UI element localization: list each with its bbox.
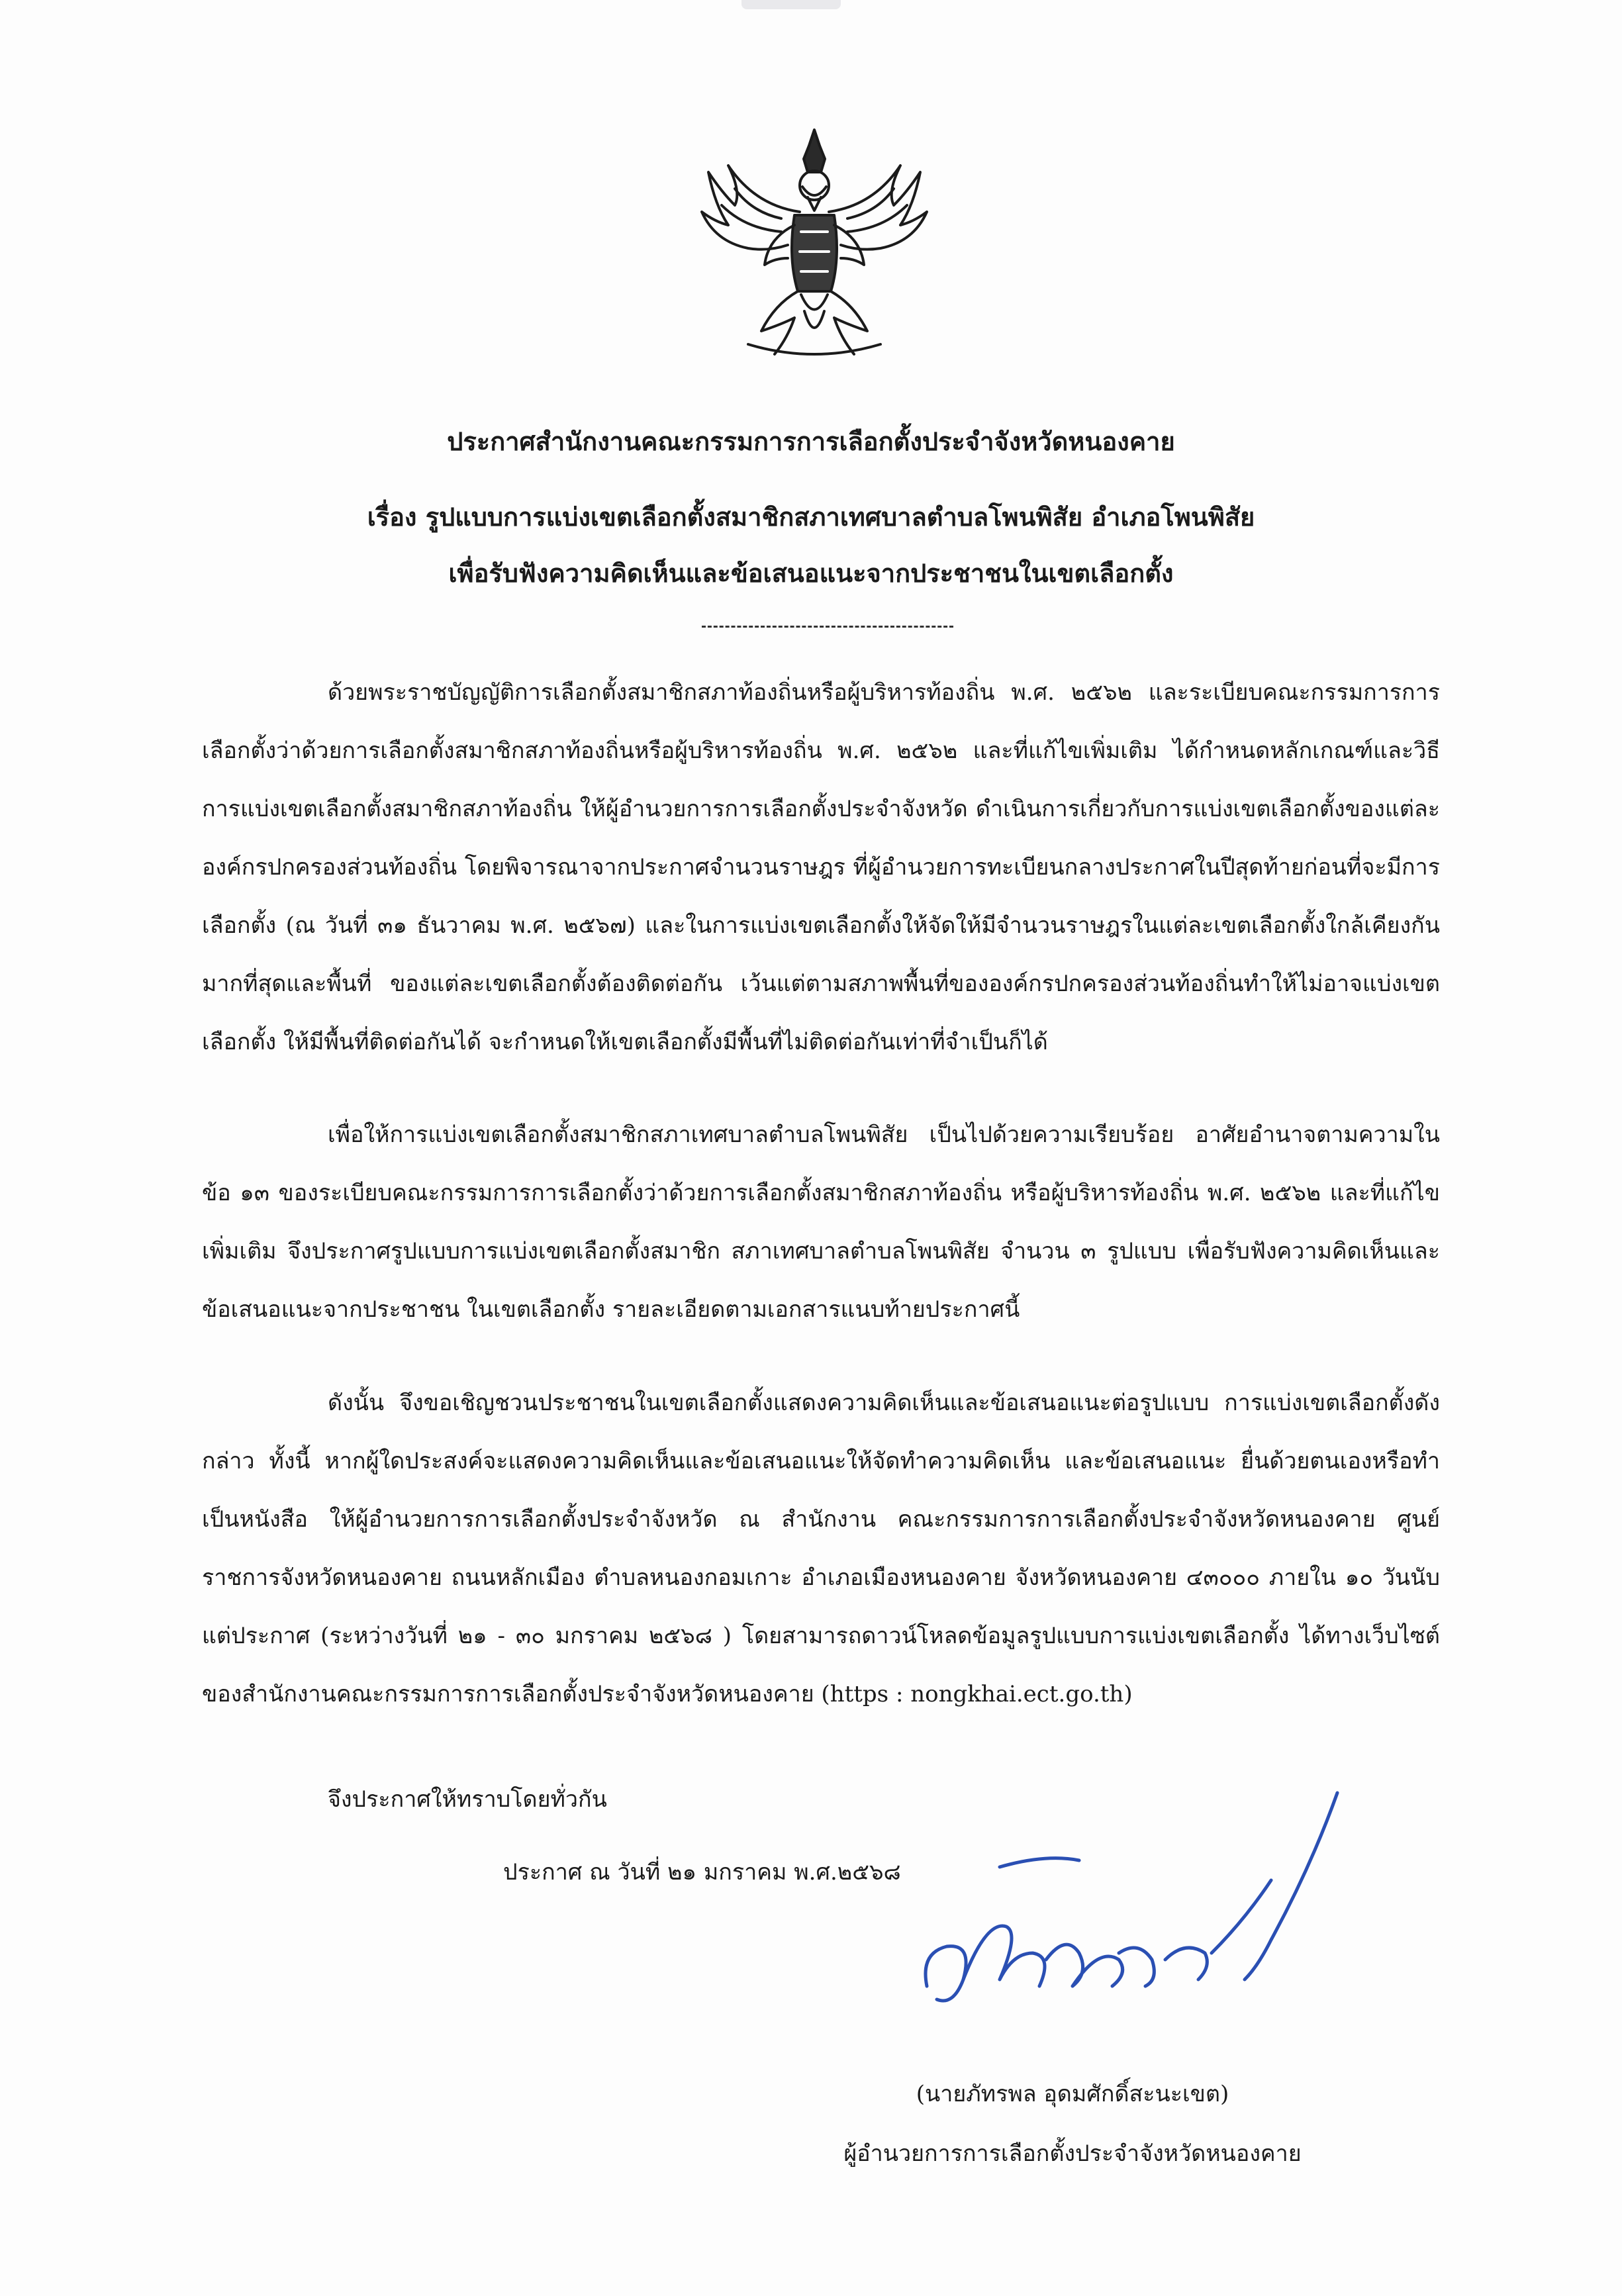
closing-statement: จึงประกาศให้ทราบโดยทั่วกัน bbox=[328, 1786, 607, 1813]
signatory-position: ผู้อำนวยการการเลือกตั้งประจำจังหวัดหนองคาย bbox=[843, 2140, 1302, 2167]
body-paragraph-1: ด้วยพระราชบัญญัติการเลือกตั้งสมาชิกสภาท้องถิ่นหรือผู้บริหารท้องถิ่น พ.ศ. ๒๕๖๒ และระเบียบคณะกรรมการการเลือกตั้งว่าด้วยการเลือกตั้งสมาชิกสภาท้องถิ่นหรือผู้บริหารท้องถิ่น พ.ศ. ๒๕๖๒ และที่แก้ไขเพิ่มเติม ได้กำหนดหลักเกณฑ์และวิธีการแบ่งเขตเลือกตั้งสมาชิกสภาท้องถิ่น ให้ผู้อำนวยการการเลือกตั้งประจำจังหวัด ดำเนินการเกี่ยวกับการแบ่งเขตเลือกตั้งของแต่ละองค์กรปกครองส่วนท้องถิ่น โดยพิจารณาจากประกาศจำนวนราษฎร ที่ผู้อำนวยการทะเบียนกลางประกาศในปีสุดท้ายก่อนที่จะมีการเลือกตั้ง (ณ วันที่ ๓๑ ธันวาคม พ.ศ. ๒๕๖๗) และในการแบ่งเขตเลือกตั้งให้จัดให้มีจำนวนราษฎรในแต่ละเขตเลือกตั้งใกล้เคียงกันมากที่สุดและพื้นที่ ของแต่ละเขตเลือกตั้งต้องติดต่อกัน เว้นแต่ตามสภาพพื้นที่ขององค์กรปกครองส่วนท้องถิ่นทำให้ไม่อาจแบ่งเขตเลือกตั้ง ให้มีพื้นที่ติดต่อกันได้ จะกำหนดให้เขตเลือกตั้งมีพื้นที่ไม่ติดต่อกันเท่าที่จำเป็นก็ได้ bbox=[202, 679, 1440, 1055]
garuda-emblem-icon bbox=[689, 126, 940, 364]
scan-artifact bbox=[741, 0, 841, 9]
body-paragraph-3: ดังนั้น จึงขอเชิญชวนประชาชนในเขตเลือกตั้งแสดงความคิดเห็นและข้อเสนอแนะต่อรูปแบบ การแบ่งเขตเลือกตั้งดังกล่าว ทั้งนี้ หากผู้ใดประสงค์จะแสดงความคิดเห็นและข้อเสนอแนะให้จัดทำความคิดเห็น และข้อเสนอแนะ ยื่นด้วยตนเองหรือทำเป็นหนังสือ ให้ผู้อำนวยการการเลือกตั้งประจำจังหวัด ณ สำนักงาน คณะกรรมการการเลือกตั้งประจำจังหวัดหนองคาย ศูนย์ราชการจังหวัดหนองคาย ถนนหลักเมือง ตำบลหนองกอมเกาะ อำเภอเมืองหนองคาย จังหวัดหนองคาย ๔๓๐๐๐ ภายใน ๑๐ วันนับแต่ประกาศ (ระหว่างวันที่ ๒๑ - ๓๐ มกราคม ๒๕๖๘ ) โดยสามารถดาวน์โหลดข้อมูลรูปแบบการแบ่งเขตเลือกตั้ง ได้ทางเว็บไซต์ ของสำนักงานคณะกรรมการการเลือกตั้งประจำจังหวัดหนองคาย (https : nongkhai.ect.go.th) bbox=[202, 1390, 1440, 1707]
body-paragraph-2: เพื่อให้การแบ่งเขตเลือกตั้งสมาชิกสภาเทศบาลตำบลโพนพิสัย เป็นไปด้วยความเรียบร้อย อาศัยอำนาจตามความในข้อ ๑๓ ของระเบียบคณะกรรมการการเลือกตั้งว่าด้วยการเลือกตั้งสมาชิกสภาท้องถิ่น หรือผู้บริหารท้องถิ่น พ.ศ. ๒๕๖๒ และที่แก้ไขเพิ่มเติม จึงประกาศรูปแบบการแบ่งเขตเลือกตั้งสมาชิก สภาเทศบาลตำบลโพนพิสัย จำนวน ๓ รูปแบบ เพื่อรับฟังความคิดเห็นและข้อเสนอแนะจากประชาชน ในเขตเลือกตั้ง รายละเอียดตามเอกสารแนบท้ายประกาศนี้ bbox=[202, 1122, 1440, 1323]
subject-line-1: เรื่อง รูปแบบการแบ่งเขตเลือกตั้งสมาชิกสภาเทศบาลตำบลโพนพิสัย อำเภอโพนพิสัย bbox=[367, 502, 1255, 532]
divider bbox=[702, 626, 953, 628]
announcement-date: ประกาศ ณ วันที่ ๒๑ มกราคม พ.ศ.๒๕๖๘ bbox=[503, 1859, 901, 1886]
signature-icon bbox=[900, 1788, 1364, 2066]
subject-line-2: เพื่อรับฟังความคิดเห็นและข้อเสนอแนะจากประชาชนในเขตเลือกตั้ง bbox=[448, 558, 1174, 588]
signatory-name: (นายภัทรพล อุดมศักดิ์สะนะเขต) bbox=[916, 2081, 1229, 2107]
announcement-title: ประกาศสำนักงานคณะกรรมการการเลือกตั้งประจำจังหวัดหนองคาย bbox=[447, 426, 1175, 456]
